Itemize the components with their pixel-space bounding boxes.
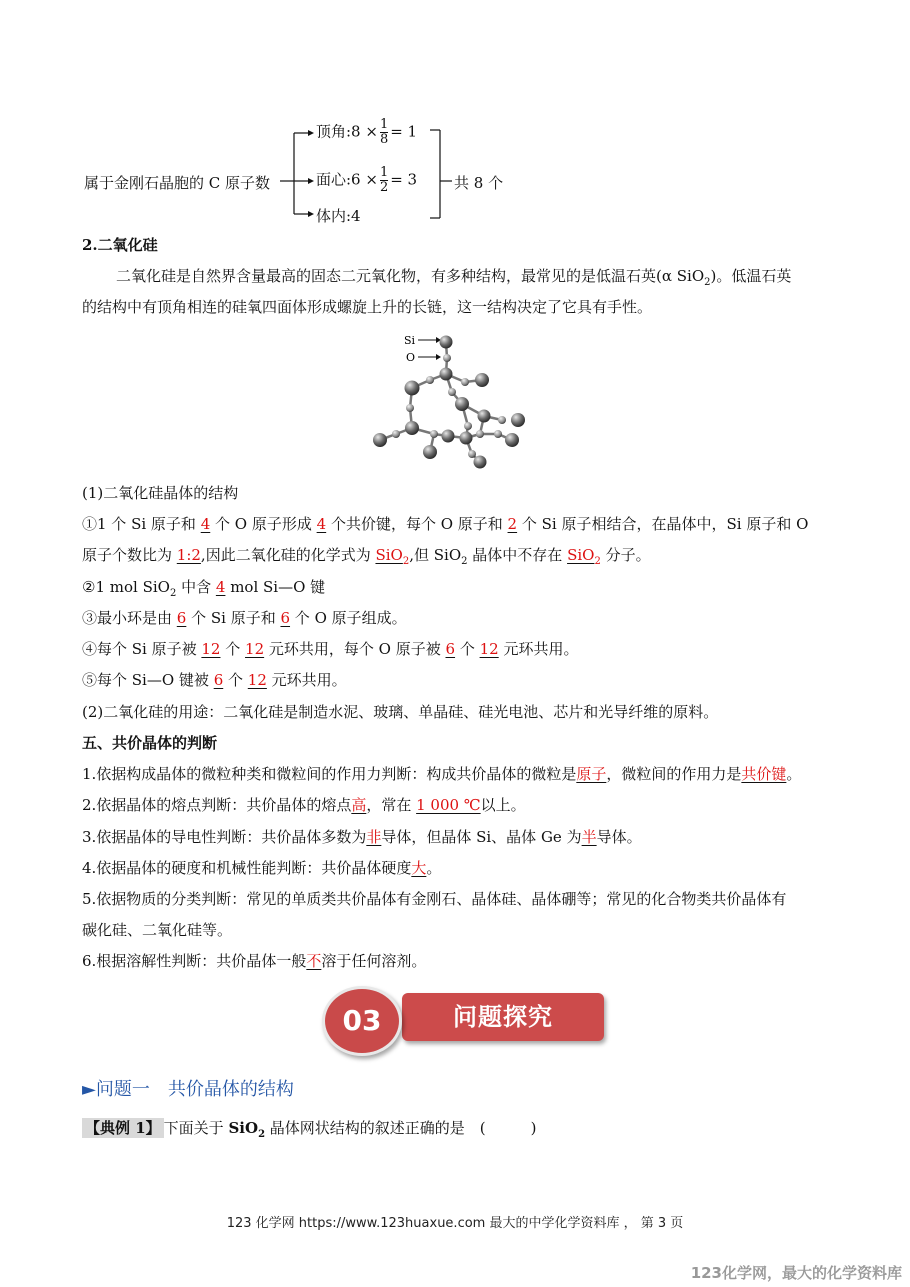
example-tag: 【典例 1】 bbox=[82, 1118, 164, 1138]
si-label: Si bbox=[404, 334, 416, 347]
example-question: 【典例 1】 下面关于 SiO$_2$ 晶体网状结构的叙述正确的是 ( ) bbox=[82, 1118, 537, 1145]
structure-point-1: ①1 个 Si 原子和 4 个 O 原子形成 4 个共价键，每个 O 原子和 2 个 Si 原子相结合，在晶体中，Si 原子和 O bbox=[82, 515, 809, 533]
diagram-row-interior: 体内:4 bbox=[316, 207, 361, 225]
structure-point-4: ④每个 Si 原子被 12 个 12 元环共用，每个 O 原子被 6 个 12 元环共用。 bbox=[82, 640, 579, 658]
banner-label: 问题探究 bbox=[402, 993, 604, 1041]
problem-heading: ►问题一 共价晶体的结构 bbox=[82, 1079, 294, 1100]
diagram-total: 共 8 个 bbox=[454, 174, 504, 192]
judgement-item-4: 4.依据晶体的硬度和机械性能判断：共价晶体硬度大。 bbox=[82, 859, 442, 877]
sio2-structure-figure bbox=[368, 330, 538, 470]
structure-point-3: ③最小环是由 6 个 Si 原子和 6 个 O 原子组成。 bbox=[82, 609, 407, 627]
judgement-item-5-cont: 碳化硅、二氧化硅等。 bbox=[82, 921, 233, 939]
atom-balls bbox=[373, 336, 525, 469]
diagram-row-face: 面心:6 × $\frac{1}{2}$ = 3 bbox=[316, 165, 418, 195]
o-label: O bbox=[406, 351, 416, 364]
section-title-judgement: 五、共价晶体的判断 bbox=[82, 734, 218, 752]
judgement-item-5: 5.依据物质的分类判断：常见的单质类共价晶体有金刚石、晶体硅、晶体硼等；常见的化合物类共价晶体有 bbox=[82, 890, 787, 908]
judgement-item-2: 2.依据晶体的熔点判断：共价晶体的熔点高，常在 1 000 ℃以上。 bbox=[82, 796, 526, 814]
intro-line-2: 的结构中有顶角相连的硅氧四面体形成螺旋上升的长链，这一结构决定了它具有手性。 bbox=[82, 298, 653, 316]
section-title-sio2: 2.二氧化硅 bbox=[82, 236, 158, 254]
structure-point-1-cont: 原子个数比为 1:2,因此二氧化硅的化学式为 SiO$_2$,但 SiO$_2$ 晶体中不存在 SiO$_2$ 分子。 bbox=[82, 546, 651, 567]
sio2-uses: (2)二氧化硅的用途：二氧化硅是制造水泥、玻璃、单晶硅、硅光电池、芯片和光导纤维的原料。 bbox=[82, 703, 719, 721]
structure-point-2: ②1 mol SiO$_2$ 中含 4 mol Si—O 键 bbox=[82, 578, 326, 599]
judgement-item-1: 1.依据构成晶体的微粒种类和微粒间的作用力判断：构成共价晶体的微粒是原子，微粒间的作用力是共价键。 bbox=[82, 765, 802, 783]
watermark: 123化学网，最大的化学资料库 bbox=[690, 1264, 902, 1282]
judgement-item-3: 3.依据晶体的导电性判断：共价晶体多数为非导体，但晶体 Si、晶体 Ge 为半导体。 bbox=[82, 828, 642, 846]
banner-number: 03 bbox=[322, 986, 402, 1056]
diagram-row-vertex: 顶角:8 × $\frac{1}{8}$ = 1 bbox=[316, 117, 418, 147]
page-footer: 123 化学网 https://www.123huaxue.com 最大的中学化学资料库 ， 第 3 页 bbox=[226, 1216, 684, 1231]
structure-point-5: ⑤每个 Si—O 键被 6 个 12 元环共用。 bbox=[82, 671, 347, 689]
diagram-lead: 属于金刚石晶胞的 C 原子数 bbox=[84, 174, 271, 192]
structure-heading: (1)二氧化硅晶体的结构 bbox=[82, 484, 239, 502]
judgement-item-6: 6.根据溶解性判断：共价晶体一般不溶于任何溶剂。 bbox=[82, 952, 427, 970]
intro-line-1: 二氧化硅是自然界含量最高的固态二元氧化物，有多种结构，最常见的是低温石英(α SiO$_2$)。低温石英 bbox=[116, 267, 792, 288]
